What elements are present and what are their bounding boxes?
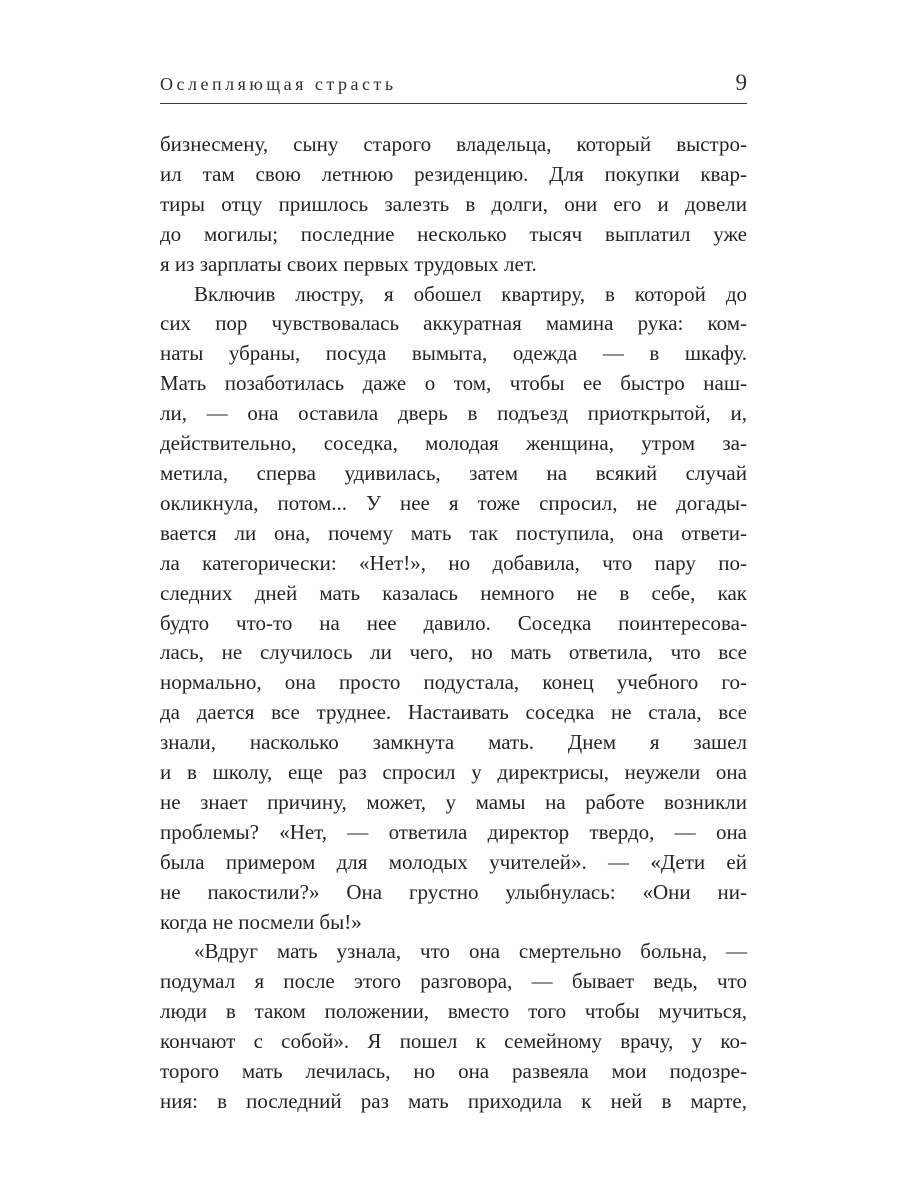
text-line: да дается все труднее. Настаивать соседка не стала, все <box>160 700 747 725</box>
text-line: торого мать лечилась, но она развеяла мои подозре- <box>160 1059 747 1084</box>
text-line: ла категорически: «Нет!», но добавила, что пару по- <box>160 550 747 575</box>
text-line: «Вдруг мать узнала, что она смертельно больна, — <box>194 939 747 964</box>
text-line: Мать позаботилась даже о том, чтобы ее быстро наш- <box>160 371 747 396</box>
text-line: лась, не случилось ли чего, но мать ответила, что все <box>160 640 747 665</box>
text-line: нормально, она просто подустала, конец учебного го- <box>160 670 747 695</box>
text-line: я из зарплаты своих первых трудовых лет. <box>160 251 537 276</box>
text-line: наты убраны, посуда вымыта, одежда — в шкафу. <box>160 341 747 366</box>
text-line: ил там свою летнюю резиденцию. Для покупки квар- <box>160 161 747 186</box>
header-rule <box>160 103 747 104</box>
text-line: ли, — она оставила дверь в подъезд приоткрытой, и, <box>160 401 747 426</box>
text-line: сих пор чувствовалась аккуратная мамина рука: ком- <box>160 311 747 336</box>
text-line: и в школу, еще раз спросил у директрисы, неужели она <box>160 760 747 785</box>
text-line: вается ли она, почему мать так поступила, она ответи- <box>160 520 747 545</box>
text-line: не пакостили?» Она грустно улыбнулась: «Они ни- <box>160 879 747 904</box>
text-line: ния: в последний раз мать приходила к ней в марте, <box>160 1089 747 1113</box>
paragraph <box>160 130 747 280</box>
text-line: следних дней мать казалась немного не в себе, как <box>160 580 747 605</box>
page-body <box>160 130 747 1117</box>
text-line: знали, насколько замкнута мать. Днем я зашел <box>160 730 747 755</box>
text-line: до могилы; последние несколько тысяч выплатил уже <box>160 221 747 246</box>
page-number: 9 <box>735 70 747 95</box>
text-line: люди в таком положении, вместо того чтобы мучиться, <box>160 999 747 1024</box>
text-line: когда не посмели бы!» <box>160 909 362 934</box>
text-line: действительно, соседка, молодая женщина, утром за- <box>160 431 747 456</box>
text-line: была примером для молодых учителей». — «Дети ей <box>160 849 747 874</box>
running-title: Ослепляющая страсть <box>160 74 397 94</box>
text-line: подумал я после этого разговора, — бывает ведь, что <box>160 969 747 994</box>
text-line: проблемы? «Нет, — ответила директор твердо, — она <box>160 819 747 844</box>
paragraph <box>160 280 747 938</box>
text-line: Включив люстру, я обошел квартиру, в которой до <box>194 281 747 306</box>
text-line: не знает причину, может, у мамы на работе возникли <box>160 789 747 814</box>
text-line: будто что-то на нее давило. Соседка поинтересова- <box>160 610 747 635</box>
page-header <box>160 70 747 96</box>
text-line: кончают с собой». Я пошел к семейному врачу, у ко- <box>160 1029 747 1054</box>
text-line: тиры отцу пришлось залезть в долги, они его и довели <box>160 191 747 216</box>
text-line: окликнула, потом... У нее я тоже спросил, не догады- <box>160 490 747 515</box>
paragraph <box>160 937 747 1116</box>
text-line: метила, сперва удивилась, затем на всякий случай <box>160 460 747 485</box>
text-line: бизнесмену, сыну старого владельца, который выстро- <box>160 132 747 156</box>
